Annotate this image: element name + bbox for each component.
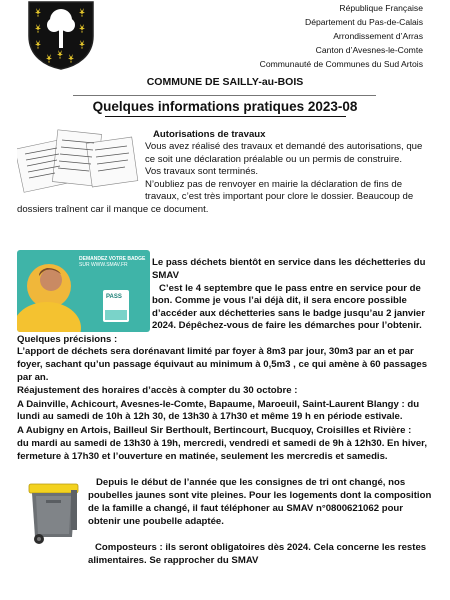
composteurs-line: Composteurs : ils seront obligatoires dès 2024. Cela concerne les restes: [95, 542, 427, 553]
dechets-line: A Dainville, Achicourt, Avesnes-le-Comte, Bapaume, Maroeuil, Saint-Laurent Blangy : du: [17, 399, 420, 410]
travaux-line: N’oubliez pas de renvoyer en mairie la déclaration de fins de: [145, 179, 403, 190]
dechets-line: fermeture à 17h30 et l’ouverture en matinée, seulement les mercredis et samedis.: [17, 451, 388, 462]
dechets-line: 2024. Dépêchez-vous de faire les démarches pour l’obtenir.: [152, 320, 422, 331]
tri-line: poubelles jaunes sont vite pleines. Pour les logements dont la composition: [88, 490, 432, 501]
dechets-line: du mardi au samedi de 13h30 à 19h, mercredi, vendredi et samedi de 9h à 12h30. En hiver,: [17, 438, 428, 449]
page-title: Quelques informations pratiques 2023-08: [92, 99, 358, 114]
dechets-heading: Le pass déchets bientôt en service dans les déchetteries du: [152, 257, 426, 268]
dechets-subheading: Réajustement des horaires d’accès à compter du 30 octobre :: [17, 385, 298, 396]
travaux-line: travaux, c’est très important pour clore le dossier. Beaucoup de: [145, 191, 414, 202]
admin-line-canton: Canton d’Avesnes-le-Comte: [315, 45, 423, 55]
travaux-heading: Autorisations de travaux: [153, 129, 266, 140]
poster-text: DEMANDEZ VOTRE BADGE: [79, 256, 146, 262]
travaux-line: Vous avez réalisé des travaux et demandé des autorisations, que: [145, 141, 423, 152]
travaux-line: ce soit une déclaration préalable ou un permis de construire.: [145, 154, 403, 165]
tri-line: de la famille a changé, il faut téléphoner au SMAV n°0800621062 pour: [88, 503, 404, 514]
dechets-line: A Aubigny en Artois, Bailleul Sir Berthoult, Bertincourt, Bucquoy, Croisilles et Rivière :: [17, 425, 412, 436]
admin-line-communaute: Communauté de Communes du Sud Artois: [259, 59, 423, 69]
admin-line-departement: Département du Pas-de-Calais: [305, 17, 423, 27]
dechets-line: par an.: [17, 372, 49, 383]
dechets-line: d’accéder aux déchetteries sans le badge jusqu’au 2 janvier: [152, 308, 426, 319]
admin-line-republique: République Française: [339, 3, 423, 13]
tri-line: obtenir une poubelle adaptée.: [88, 516, 224, 527]
header-divider: [73, 95, 376, 96]
pass-dechets-poster: [17, 250, 150, 332]
commune-name: COMMUNE DE SAILLY-au-BOIS: [146, 76, 304, 88]
title-underline: [105, 116, 346, 117]
dechets-heading: SMAV: [152, 270, 180, 281]
composteurs-line: alimentaires. Se rapprocher du SMAV: [88, 555, 259, 566]
admin-line-arrondissement: Arrondissement d’Arras: [333, 31, 423, 41]
poster-text: SUR WWW.SMAV.FR: [79, 262, 128, 268]
dechets-line: bon. Comme je vous l’ai déjà dit, il sera encore possible: [152, 295, 407, 306]
commune-coat-of-arms: [27, 0, 95, 70]
travaux-line: dossiers traînent car il manque ce document.: [17, 204, 209, 215]
tri-line: Depuis le début de l’année que les consignes de tri ont changé, nos: [96, 477, 406, 488]
poster-card-text: PASS: [106, 294, 122, 300]
dechets-line: L’apport de déchets sera dorénavant limité par foyer à 8m3 par jour, 30m3 par an et par: [17, 346, 414, 357]
dechets-line: foyer, sachant qu’un passage équivaut au minimum à 0,5m3 , ce qui amène à 60 passages: [17, 359, 428, 370]
dechets-subheading: Quelques précisions :: [17, 334, 118, 345]
travaux-line: Vos travaux sont terminés.: [145, 166, 259, 177]
yellow-bin-illustration: [26, 482, 81, 545]
dechets-line: lundi au samedi de 10h à 12h 30, de 13h30 à 17h30 et même 19 h en période estivale.: [17, 411, 403, 422]
dechets-line: C’est le 4 septembre que le pass entre en service pour de: [159, 283, 421, 294]
documents-illustration: [17, 128, 139, 196]
